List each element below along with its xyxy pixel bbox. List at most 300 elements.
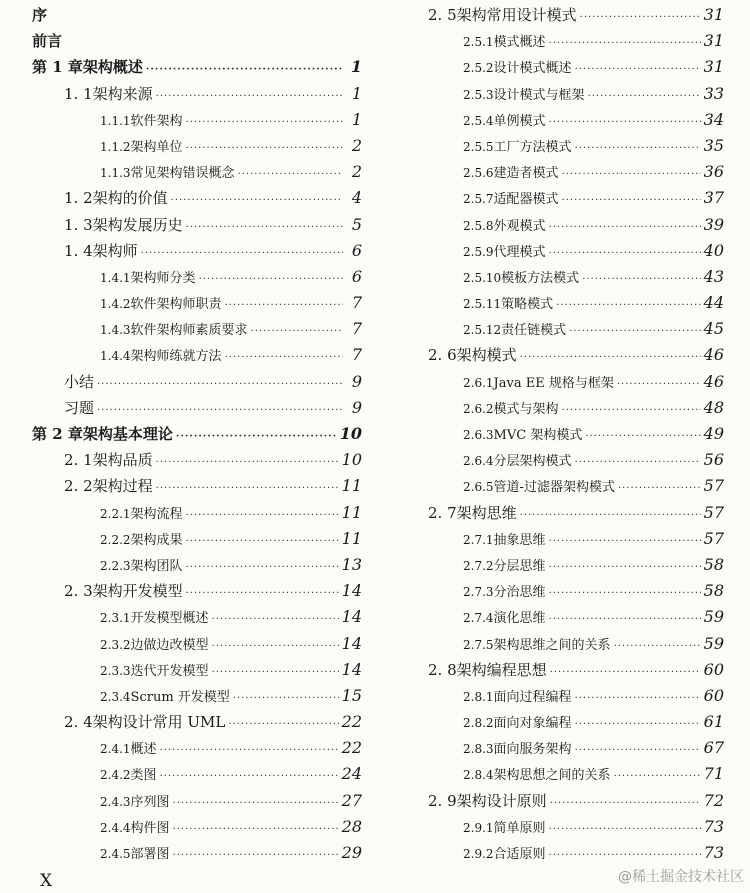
toc-entry-title: 设计模式概述 [493,61,572,77]
toc-entry [428,814,724,840]
toc-entry-title: 面向过程编程 [493,689,572,705]
toc-entry-number: 2.4.2 [100,768,131,783]
toc-entry-number: 1.1.3 [100,166,131,181]
toc-entry-page: 39 [703,214,724,234]
toc-entry-title: 分层架构模式 [493,454,572,470]
toc-entry-number: 1. 2 [64,189,93,208]
toc-entry-number: 2.3.1 [100,611,131,626]
toc-entry [428,657,724,683]
dot-leader [617,372,701,398]
toc-entry-title: 面向服务架构 [493,742,572,758]
dot-leader [575,712,701,738]
toc-entry-title: 部署图 [130,847,170,862]
toc-entry-page: 31 [703,5,724,24]
toc-entry [428,2,724,28]
dot-leader [569,319,700,345]
toc-entry-number: 2.9.1 [463,820,494,835]
toc-entry-page: 2 [351,135,362,155]
toc-entry-number: 2.4.5 [100,847,131,861]
toc-entry [32,342,362,368]
toc-entry-page: 57 [703,502,724,522]
toc-entry-page: 11 [341,502,362,522]
toc-entry-number: 2. 2 [64,477,93,496]
toc-entry-number: 2.6.2 [463,401,494,416]
toc-entry-number: 1.4.1 [100,270,131,285]
toc-entry [428,28,724,54]
toc-entry [32,107,362,133]
toc-entry-title: 架构成果 [130,532,183,548]
toc-entry [32,159,362,185]
toc-entry [428,212,724,238]
toc-entry-number: 2.5.6 [463,166,494,181]
toc-entry [32,761,362,787]
toc-entry-page: 67 [703,738,724,758]
toc-entry-title: 架构发展历史 [92,215,183,234]
toc-entry-page: 59 [703,607,724,627]
toc-entry-page: 7 [351,293,362,313]
toc-entry [32,473,362,499]
toc-entry-title: 架构过程 [92,477,153,496]
dot-leader [550,791,701,817]
toc-entry-page: 48 [703,397,724,417]
toc-entry-number: 1. 3 [64,215,93,234]
toc-entry-number: 2.5.3 [463,87,494,102]
toc-entry-title: 策略模式 [501,297,554,313]
toc-entry-page: 46 [703,345,724,365]
dot-leader [212,607,339,633]
toc-entry-title: 架构思维之间的关系 [493,637,611,653]
toc-entry-title: 架构的价值 [92,189,168,208]
toc-entry [428,709,724,735]
toc-entry-title: 代理模式 [493,244,546,260]
toc-entry-title: 合适原则 [493,847,546,862]
toc-entry [428,447,724,473]
dot-leader [238,162,343,188]
toc-entry [32,2,362,28]
dot-leader [550,660,701,686]
toc-entry [428,840,724,866]
toc-entry-number: 2. 5 [428,6,457,24]
toc-entry [32,264,362,290]
dot-leader [575,450,701,476]
toc-entry [428,500,724,526]
toc-entry [32,395,362,421]
toc-entry [428,552,724,578]
toc-entry [428,342,724,368]
toc-entry-number: 1.1.2 [100,139,131,154]
toc-entry-number: 2.7.4 [463,611,494,626]
toc-entry [32,290,362,316]
toc-entry-page: 4 [351,188,362,208]
toc-entry-number: 2.8.3 [463,742,494,757]
toc-entry [32,185,362,211]
toc-entry-number: 2.5.1 [463,35,494,50]
toc-entry [428,683,724,709]
toc-entry-page: 13 [341,554,362,574]
dot-leader [520,503,701,529]
toc-entry-page: 1 [350,57,362,77]
dot-leader [549,555,701,581]
toc-entry-title: MVC 架构模式 [493,428,583,443]
toc-entry-title: Scrum 开发模型 [130,689,230,705]
toc-entry [32,657,362,683]
dot-leader [186,110,343,136]
toc-entry-number: 2. 9 [428,791,457,810]
toc-entry-title: 架构品质 [92,451,153,470]
toc-entry-title: 习题 [64,398,95,417]
toc-entry-page: 24 [341,764,362,784]
toc-entry-number: 2.6.5 [463,480,494,495]
toc-entry-title: 管道-过滤器架构模式 [493,480,615,496]
toc-entry [428,238,724,264]
dot-leader [173,791,339,817]
toc-entry-number: 2.5.9 [463,244,494,259]
toc-entry-page: 27 [341,790,362,810]
toc-entry-page: 61 [703,712,724,732]
toc-entry-number: 2. 1 [64,451,93,470]
toc-entry-page: 14 [341,633,362,653]
dot-leader [212,634,339,660]
toc-entry-title: 边做边改模型 [130,637,209,653]
dot-leader [233,686,339,712]
toc-entry-number: 第 1 章 [32,58,83,77]
toc-entry-title: 适配器模式 [493,192,559,208]
toc-entry-number: 2.3.4 [100,689,131,704]
toc-entry [428,290,724,316]
toc-entry-title: 架构设计原则 [456,791,547,810]
toc-entry [428,54,724,80]
dot-leader [575,57,701,83]
toc-entry-page: 46 [703,371,724,391]
toc-entry [32,28,362,54]
dot-leader [199,267,343,293]
toc-entry-title: 简单原则 [493,820,546,836]
toc-entry-page: 14 [341,607,362,627]
dot-leader [618,476,701,502]
toc-entry-title: 架构模式 [456,346,517,365]
toc-entry-title: 迭代开发模型 [130,663,209,679]
toc-entry [428,473,724,499]
toc-entry [32,683,362,709]
toc-entry-title: 外观模式 [493,218,546,234]
toc-entry-title: 架构概述 [82,58,143,77]
toc-entry-title: 架构师 [92,241,138,260]
dot-leader [160,764,339,790]
toc-entry [32,212,362,238]
toc-entry [32,421,362,447]
toc-entry-title: 概述 [130,742,157,758]
toc-entry [428,159,724,185]
toc-entry-number: 2.7.3 [463,585,494,600]
toc-entry-title: 演化思维 [493,611,546,627]
toc-entry-title: 软件架构 [130,113,183,129]
dot-leader [562,162,701,188]
toc-entry-title: 软件架构师素质要求 [130,323,248,339]
dot-leader [171,188,343,214]
toc-entry-title: 模板方法模式 [501,270,580,286]
toc-entry-page: 73 [703,816,724,836]
toc-entry-number: 2.5.5 [463,139,494,154]
toc-entry [32,526,362,552]
toc-entry [32,81,362,107]
toc-entry-title: 建造者模式 [493,166,559,182]
dot-leader [186,503,339,529]
toc-entry-number: 2.5.7 [463,192,494,207]
dot-leader [549,215,701,241]
dot-leader [186,215,343,241]
toc-entry-page: 49 [703,424,724,443]
toc-entry-page: 9 [351,371,362,391]
toc-entry-title: 序列图 [130,794,170,810]
dot-leader [549,529,701,555]
toc-entry-page: 7 [351,345,362,365]
toc-entry-title: 抽象思维 [493,532,546,548]
toc-entry [32,447,362,473]
toc-entry-page: 37 [703,188,724,208]
toc-entry-title: 架构流程 [130,506,183,522]
toc-entry [428,185,724,211]
dot-leader [549,817,701,843]
toc-entry-page: 40 [703,240,724,260]
toc-entry [32,54,362,80]
toc-entry-title: 责任链模式 [501,323,567,339]
dot-leader [228,712,338,738]
toc-entry [32,604,362,630]
toc-entry-number: 2.3.2 [100,637,131,652]
toc-entry-page: 31 [703,31,724,51]
toc-entry [428,735,724,761]
toc-entry [428,788,724,814]
watermark: @稀土掘金技术社区 [618,869,744,885]
toc-entry-page: 59 [703,633,724,653]
toc-entry-title: 分治思维 [493,585,546,601]
dot-leader [186,136,343,162]
toc-entry-number: 2. 3 [64,582,93,601]
toc-entry-page: 15 [341,685,362,705]
toc-entry-page: 6 [351,240,362,260]
toc-entry-page: 44 [703,293,724,313]
toc-entry-number: 2.5.4 [463,113,494,128]
toc-entry-number: 2.2.1 [100,506,131,521]
toc-entry-page: 60 [703,659,724,679]
toc-entry-number: 2.8.4 [463,768,494,783]
dot-leader [549,607,701,633]
toc-entry-number: 2.5.10 [463,270,502,285]
toc-entry-title: 设计模式与框架 [493,87,585,103]
toc-entry-page: 71 [703,764,724,784]
toc-entry-number: 2.6.4 [463,454,494,469]
toc-entry-title: 架构思想之间的关系 [493,768,611,784]
page-number-footer: X [40,871,53,891]
toc-entry [32,788,362,814]
toc-entry-title: 架构来源 [92,84,153,103]
toc-entry-page: 58 [703,581,724,601]
toc-entry [32,238,362,264]
toc-entry [32,814,362,840]
toc-entry-title: 架构团队 [130,558,183,574]
toc-entry-title: 架构单位 [130,139,183,155]
toc-entry [32,578,362,604]
toc-entry-title: 架构师练就方法 [130,349,222,365]
dot-leader [225,345,343,371]
toc-entry [428,316,724,342]
dot-leader [146,57,343,83]
toc-entry-number: 2.6.3 [463,428,494,442]
dot-leader [585,424,700,450]
dot-leader [225,293,343,319]
toc-entry-number: 2.8.1 [463,689,494,704]
dot-leader [156,84,343,110]
toc-entry-number: 2.5.11 [463,297,502,312]
toc-entry-page: 33 [703,83,724,103]
toc-entry-page: 36 [703,162,724,182]
toc-entry [32,552,362,578]
toc-entry-number: 1. 4 [64,241,93,260]
dot-leader [186,555,339,581]
toc-entry-page: 73 [703,843,724,862]
toc-entry [32,500,362,526]
toc-entry-page: 1 [351,109,362,129]
dot-leader [549,31,701,57]
toc-left-column [32,2,362,866]
toc-entry-page: 34 [703,109,724,129]
toc-entry-number: 2.6.1 [463,375,494,390]
toc-entry [32,316,362,342]
dot-leader [562,398,701,424]
toc-entry [428,264,724,290]
toc-entry-page: 31 [703,57,724,77]
toc-entry-title: 架构常用设计模式 [456,6,577,24]
dot-leader [212,660,339,686]
toc-entry-number: 第 2 章 [32,425,83,443]
toc-entry-page: 45 [703,319,724,339]
toc-entry-title: 构件图 [130,820,170,836]
toc-entry-page: 56 [703,450,724,470]
dot-leader [582,267,700,293]
toc-entry-number: 2.9.2 [463,847,494,861]
toc-entry-page: 22 [341,712,362,732]
dot-leader [580,5,701,31]
dot-leader [520,345,701,371]
toc-entry-number: 2.4.4 [100,820,131,835]
toc-entry-title: 架构开发模型 [92,582,183,601]
toc-entry-page: 58 [703,554,724,574]
toc-entry-title: 架构师分类 [130,270,196,286]
dot-leader [173,843,339,869]
toc-right-column [428,2,724,866]
dot-leader [575,136,701,162]
toc-entry-title: 类图 [130,768,157,784]
toc-entry-page: 11 [341,476,362,496]
toc-entry-number: 2.8.2 [463,716,494,731]
toc-entry [32,133,362,159]
toc-entry [428,421,724,447]
dot-leader [556,293,700,319]
toc-entry [428,631,724,657]
toc-entry [32,840,362,866]
toc-entry-page: 60 [703,685,724,705]
toc-entry-title: 小结 [64,372,95,391]
dot-leader [176,424,337,450]
toc-entry-title: 常见架构错误概念 [130,166,235,182]
dot-leader [186,529,339,555]
dot-leader [549,581,701,607]
toc-entry-page: 9 [351,397,362,417]
toc-entry-page: 28 [341,816,362,836]
toc-entry-page: 35 [703,135,724,155]
toc-entry-number: 2. 6 [428,346,457,365]
toc-entry-number: 1. 1 [64,84,93,103]
toc-entry-title: 软件架构师职责 [130,297,222,313]
dot-leader [156,450,339,476]
dot-leader [549,241,701,267]
toc-entry [428,578,724,604]
toc-entry-page: 1 [351,83,362,103]
toc-entry-title: 前言 [32,32,63,51]
toc-entry [32,709,362,735]
toc-entry-number: 2.7.2 [463,558,494,573]
toc-entry-title: 模式与架构 [493,401,559,417]
toc-entry [428,81,724,107]
toc-entry-page: 11 [341,528,362,548]
dot-leader [562,188,701,214]
dot-leader [588,84,701,110]
toc-entry [428,133,724,159]
toc-entry-number: 2.2.3 [100,558,131,573]
toc-entry [428,395,724,421]
toc-entry-page: 29 [341,843,362,862]
toc-entry-page: 43 [703,266,724,286]
toc-entry-title: 架构设计常用 UML [92,713,226,732]
dot-leader [614,634,701,660]
toc-entry-number: 1.4.4 [100,349,131,364]
toc-entry-number: 2.5.2 [463,61,494,76]
toc-entry-title: 架构思维 [456,503,517,522]
toc-entry-page: 7 [351,319,362,339]
toc-entry-number: 1.4.3 [100,323,131,338]
dot-leader [160,738,339,764]
toc-entry-page: 57 [703,476,724,496]
dot-leader [575,738,701,764]
toc-entry [428,107,724,133]
toc-entry-title: Java EE 规格与框架 [493,375,614,391]
toc-entry-number: 2.5.12 [463,323,502,338]
toc-entry-title: 序 [32,6,48,24]
toc-entry-title: 单例模式 [493,113,546,129]
dot-leader [97,372,343,398]
toc-entry-number: 2.4.1 [100,742,131,757]
toc-entry-page: 57 [703,528,724,548]
toc-entry-page: 14 [341,581,362,601]
toc-entry-number: 2.7.5 [463,637,494,652]
toc-entry-number: 2.5.8 [463,218,494,233]
toc-entry-number: 2.7.1 [463,532,494,547]
toc-entry-number: 2. 8 [428,660,457,679]
toc-entry-page: 6 [351,266,362,286]
toc-entry [428,369,724,395]
toc-entry-title: 开发模型概述 [130,611,209,627]
dot-leader [173,817,339,843]
toc-entry-number: 1.4.2 [100,297,131,312]
toc-entry-page: 5 [351,214,362,234]
dot-leader [186,581,339,607]
toc-entry [428,761,724,787]
toc-entry-number: 2.4.3 [100,794,131,809]
dot-leader [156,476,339,502]
toc-entry-page: 72 [703,790,724,810]
toc-entry-number: 2.2.2 [100,532,131,547]
toc-entry-title: 面向对象编程 [493,716,572,732]
